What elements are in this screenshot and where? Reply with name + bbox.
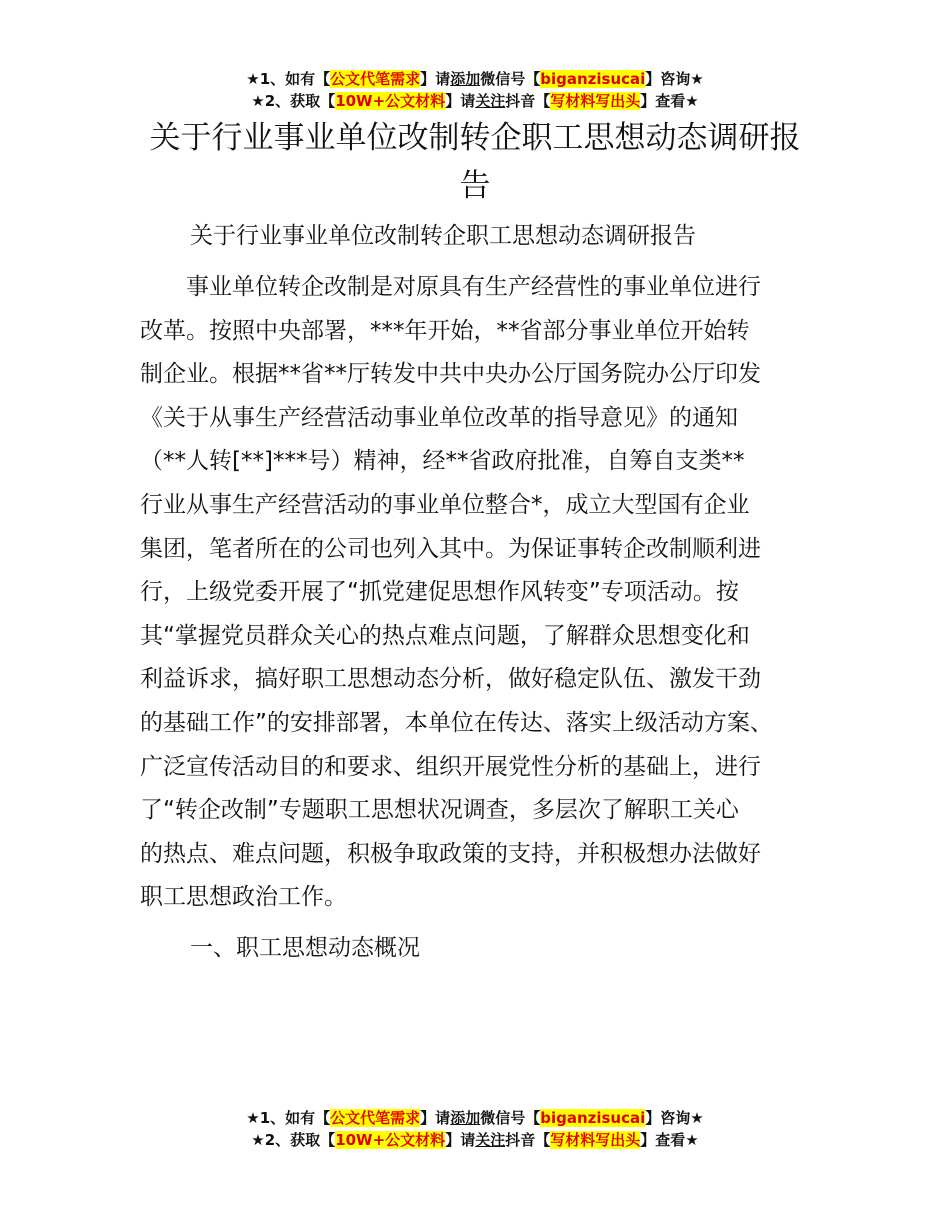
banner-highlight: biganzisucai (540, 70, 646, 88)
paragraph-line: 的基础工作”的安排部署，本单位在传达、落实上级活动方案、 (140, 709, 773, 736)
banner-highlight: biganzisucai (540, 1109, 646, 1127)
section-heading: 一、职工思想动态概况 (190, 935, 420, 961)
paragraph-line: 集团，笔者所在的公司也列入其中。为保证事转企改制顺利进 (140, 535, 761, 562)
banner-text: 】查看★ (640, 1131, 699, 1149)
banner-line-1 (0, 68, 950, 90)
paragraph-line: 利益诉求，搞好职工思想动态分析，做好稳定队伍、激发干劲 (140, 666, 761, 693)
paragraph-line: 改革。按照中央部署，***年开始，**省部分事业单位开始转 (140, 317, 750, 344)
paragraph-line: 广泛宣传活动目的和要求、组织开展党性分析的基础上，进行 (140, 753, 761, 780)
banner-text: 抖音【 (505, 92, 551, 110)
banner-line-2 (0, 1129, 950, 1151)
banner-highlight: 公文代笔需求 (330, 1109, 421, 1127)
banner-text: 】请 (420, 70, 451, 88)
paragraph-line: 其“掌握党员群众关心的热点难点问题，了解群众思想变化和 (140, 622, 750, 649)
banner-underlined: 添加 (450, 1109, 481, 1127)
banner-text: 】咨询★ (645, 70, 704, 88)
paragraph-line: 了“转企改制”专题职工思想状况调查，多层次了解职工关心 (140, 797, 739, 824)
banner-text: 】请 (445, 92, 476, 110)
banner-highlight: 写材料写出头 (550, 92, 641, 110)
banner-line-1 (0, 1107, 950, 1129)
paragraph-line: 的热点、难点问题，积极争取政策的支持，并积极想办法做好 (140, 840, 761, 867)
document-subtitle: 关于行业事业单位改制转企职工思想动态调研报告 (190, 223, 696, 249)
banner-text: 】咨询★ (645, 1109, 704, 1127)
banner-underlined: 关注 (475, 1131, 506, 1149)
banner-highlight: 写材料写出头 (550, 1131, 641, 1149)
banner-highlight: 10W+公文材料 (335, 1131, 446, 1149)
paragraph-line: 行业从事生产经营活动的事业单位整合*，成立大型国有企业 (140, 491, 750, 518)
banner-text: ★1、如有【 (246, 70, 331, 88)
footer-banner (0, 1107, 950, 1151)
document-title: 关于行业事业单位改制转企职工思想动态调研报告 (149, 120, 801, 204)
banner-highlight: 10W+公文材料 (335, 92, 446, 110)
banner-text: ★2、获取【 (251, 1131, 336, 1149)
banner-text: 】查看★ (640, 92, 699, 110)
paragraph-line: 《关于从事生产经营活动事业单位改革的指导意见》的通知 (140, 404, 738, 431)
paragraph-line: 职工思想政治工作。 (140, 884, 347, 911)
body-paragraph (140, 266, 810, 920)
banner-text: ★1、如有【 (246, 1109, 331, 1127)
banner-text: 微信号【 (480, 70, 541, 88)
banner-text: 】请 (420, 1109, 451, 1127)
paragraph-line: 行，上级党委开展了“抓党建促思想作风转变”专项活动。按 (140, 579, 739, 606)
banner-underlined: 关注 (475, 92, 506, 110)
banner-underlined: 添加 (450, 70, 481, 88)
header-banner (0, 68, 950, 112)
banner-text: 】请 (445, 1131, 476, 1149)
banner-text: 抖音【 (505, 1131, 551, 1149)
paragraph-line: （**人转[**]***号）精神，经**省政府批准，自筹自支类** (140, 448, 745, 475)
banner-text: ★2、获取【 (251, 92, 336, 110)
banner-text: 微信号【 (480, 1109, 541, 1127)
banner-line-2 (0, 90, 950, 112)
paragraph-line: 制企业。根据**省**厅转发中共中央办公厅国务院办公厅印发 (140, 361, 761, 388)
banner-highlight: 公文代笔需求 (330, 70, 421, 88)
paragraph-line: 事业单位转企改制是对原具有生产经营性的事业单位进行 (140, 274, 761, 300)
